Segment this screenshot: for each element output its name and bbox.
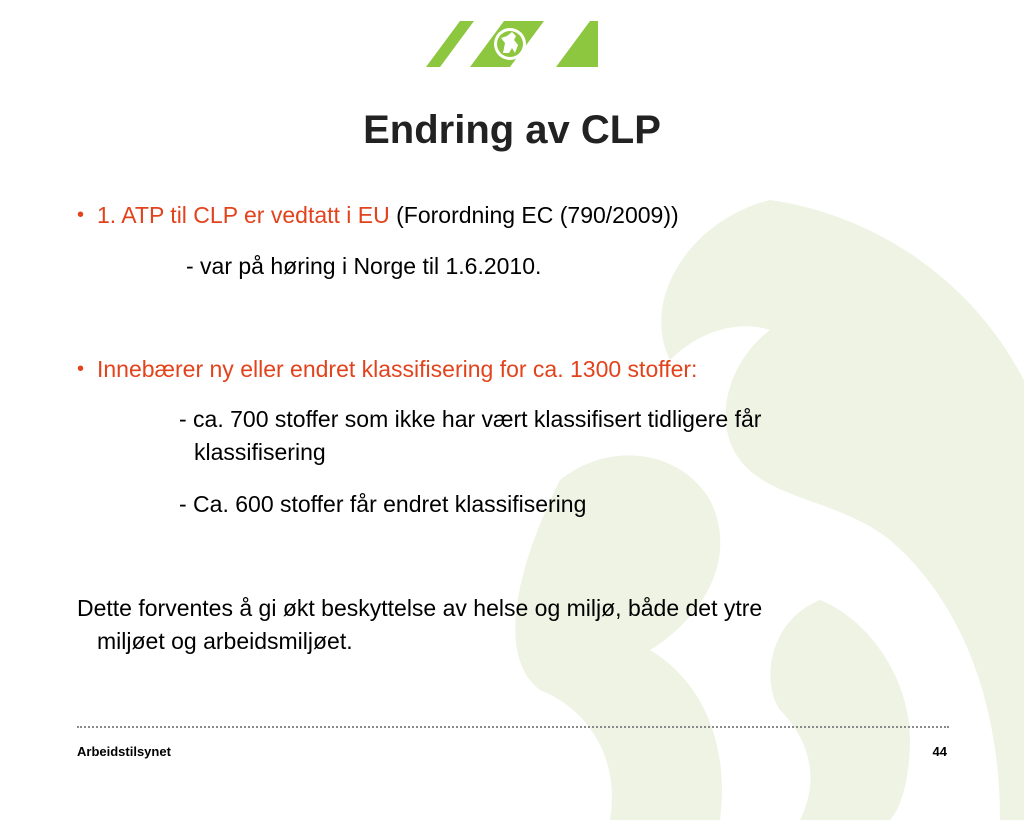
arbeidstilsynet-logo [426,21,598,67]
bullet-2-subline-1-cont: klassifisering [194,439,326,465]
bullet-1-subline: - var på høring i Norge til 1.6.2010. [186,253,542,279]
page-number: 44 [932,744,947,759]
conclusion-line-1: Dette forventes å gi økt beskyttelse av helse og miljø, både det ytre [77,595,763,621]
bullet-2-subline-1: - ca. 700 stoffer som ikke har vært klassifisert tidligere får [179,406,762,432]
footer-divider [77,726,949,728]
bullet-1-text [97,201,679,229]
footer-organization: Arbeidstilsynet [77,744,171,759]
bullet-icon: • [77,204,85,226]
slide-title: Endring av CLP [363,108,661,152]
conclusion-line-2: miljøet og arbeidsmiljøet. [97,628,353,654]
bullet-icon: • [77,358,85,380]
bullet-2-subline-2: - Ca. 600 stoffer får endret klassifisering [179,491,587,517]
bullet-2-text: Innebærer ny eller endret klassifisering for ca. 1300 stoffer: [97,356,698,382]
bullet-1-rest: (Forordning EC (790/2009)) [389,202,679,228]
bullet-1-highlight: 1. ATP til CLP er vedtatt i EU [97,202,390,228]
